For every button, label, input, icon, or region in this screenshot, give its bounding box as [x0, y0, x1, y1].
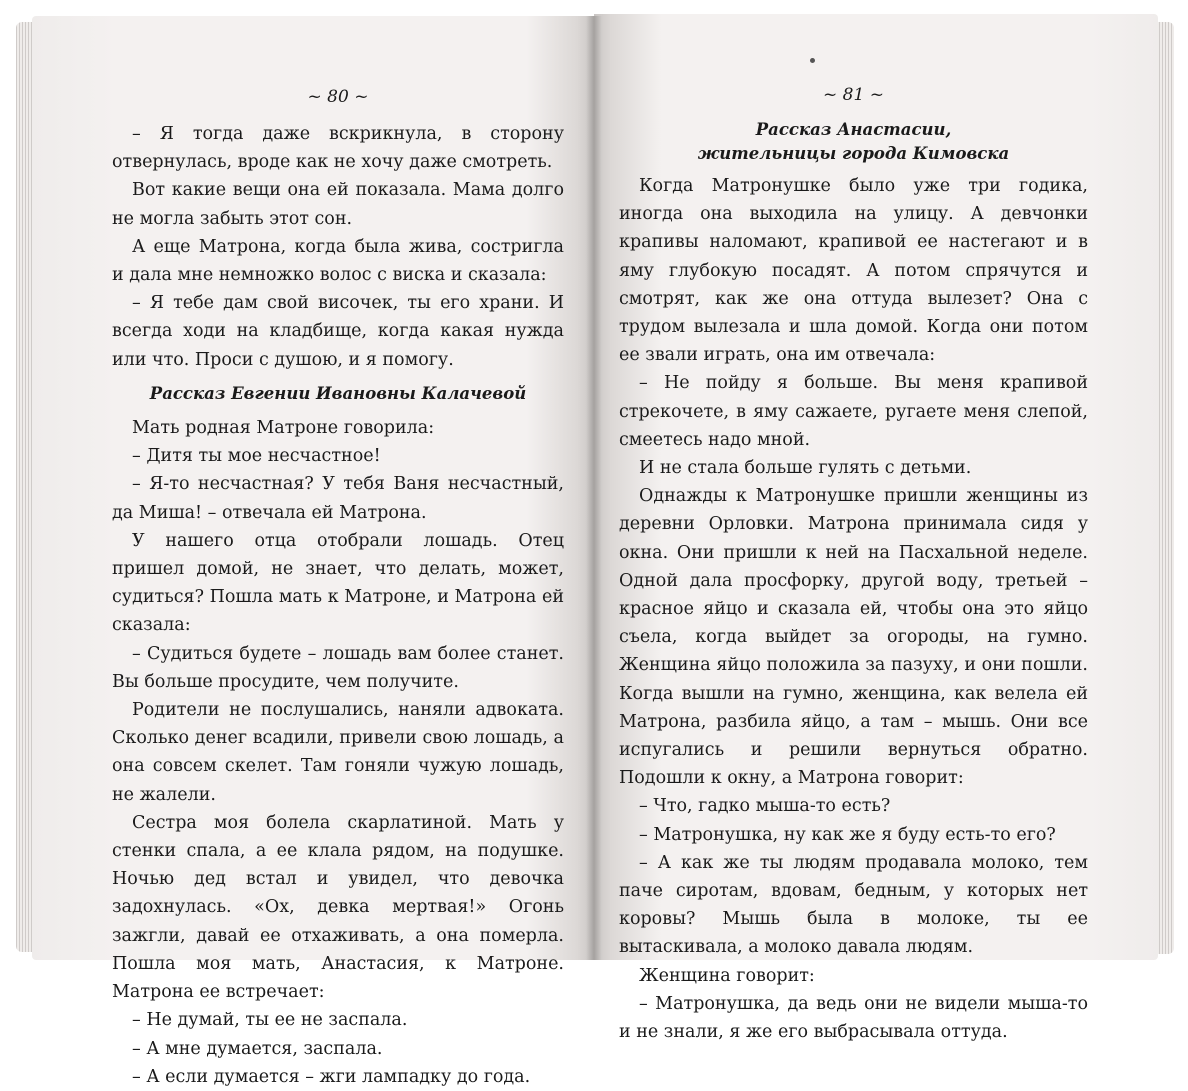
paragraph: – А если думается – жги лампадку до года.: [132, 1066, 531, 1087]
paragraph: – Не думай, ты ее не заспала.: [132, 1010, 408, 1031]
paragraph: – Судиться будете – лошадь вам более станет. Вы больше просудите, чем получите.: [112, 643, 564, 692]
right-page-number: ~ 81 ~: [823, 85, 884, 105]
paragraph: У нашего отца отобрали лошадь. Отец пришел домой, не знает, что делать, может, судиться? Пошла мать к Матроне, и Матрона ей сказала:: [112, 530, 564, 636]
paragraph: – Дитя ты мое несчастное!: [132, 446, 381, 467]
paragraph: – Я тогда даже вскрикнула, в сторону отвернулась, вроде как не хочу даже смотреть.: [112, 124, 564, 173]
right-page-number-value: 81: [842, 85, 865, 105]
paragraph: А еще Матрона, когда была жива, состригла и дала мне немножко волос с виска и сказала:: [112, 236, 564, 286]
paragraph: – Матронушка, ну как же я буду есть-то его?: [639, 824, 1056, 845]
paragraph: Однажды к Матронушке пришли женщины из деревни Орловки. Матрона принимала сидя у окна. Они пришли к ней на Пасхальной неделе. Одной дала просфорку, другой воду, третьей – красное яйцо и сказала ей, чтобы она это яйцо съела, когда выйдет за огороды, на гумно. Женщина яйцо положила за пазуху, и они пошли. Когда вышли на гумно, женщина, как велела ей Матрона, разбила яйцо, а там – мышь. Они все испугались и решили вернуться обратно. Подошли к окну, а Матрона говорит:: [619, 486, 1088, 789]
section-heading-line-2: жительницы города Кимовска: [697, 144, 1010, 163]
paragraph: Сестра моя болела скарлатиной. Мать у стенки спала, а ее клала рядом, на подушке. Ночью дед встал и увидел, что девочка задохнулась. «Ох, девка мертвая!» Огонь зажгли, давай ее отхаживать, а она померла. Пошла моя мать, Анастасия, к Матроне. Матрона ее встречает:: [112, 812, 564, 1003]
paragraph: – Что, гадко мыша-то есть?: [639, 796, 891, 817]
paragraph: И не стала больше гулять с детьми.: [639, 458, 972, 479]
paragraph: – Я тебе дам свой височек, ты его храни. И всегда ходи на кладбище, когда какая нужда или что. Проси с душою, и я помогу.: [112, 293, 564, 370]
paragraph: – Матронушка, да ведь они не видели мыша-то и не знали, я же его выбрасывала оттуда.: [619, 993, 1088, 1043]
section-heading: Рассказ Евгении Ивановны Калачевой: [149, 383, 527, 403]
left-page-number-value: 80: [327, 87, 349, 107]
paragraph: – Я-то несчастная? У тебя Ваня несчастный, да Миша! – отвечала ей Матрона.: [112, 474, 564, 523]
print-dot: [810, 58, 815, 63]
section-heading-line-1: Рассказ Анастасии,: [755, 120, 952, 139]
paragraph: Когда Матронушке было уже три годика, иногда она выходила на улицу. А девчонки крапивы наломают, крапивой ее настегают и в яму глубокую посадят. А потом спрячутся и смотрят, как же она оттуда вылезет? Она с трудом вылезала и шла домой. Когда они потом ее звали играть, она им отвечала:: [619, 176, 1088, 366]
paragraph: Родители не послушались, наняли адвоката. Сколько денег всадили, привели свою лошадь, а она совсем скелет. Там гоняли чужую лошадь, не жалели.: [112, 700, 564, 805]
paragraph: – А как же ты людям продавала молоко, тем паче сиротам, вдовам, бедным, у которых нет коровы? Мышь была в молоке, ты ее вытаскивала, а молоко давала людям.: [619, 852, 1088, 958]
paragraph: – Не пойду я больше. Вы меня крапивой стрекочете, в яму сажаете, ругаете меня слепой, смеетесь надо мной.: [619, 373, 1088, 450]
left-page-number: ~ 80 ~: [307, 87, 369, 107]
paragraph: Женщина говорит:: [639, 965, 815, 986]
book-spine-gutter: [586, 16, 602, 960]
left-page: [32, 16, 594, 1087]
paragraph: Мать родная Матроне говорила:: [132, 418, 435, 439]
right-page-text: [619, 118, 1088, 1046]
paragraph: – А мне думается, заспала.: [132, 1038, 383, 1059]
right-page: [594, 14, 1158, 1043]
paragraph: Вот какие вещи она ей показала. Мама долго не могла забыть этот сон.: [112, 180, 564, 229]
left-page-text: [112, 120, 564, 1091]
